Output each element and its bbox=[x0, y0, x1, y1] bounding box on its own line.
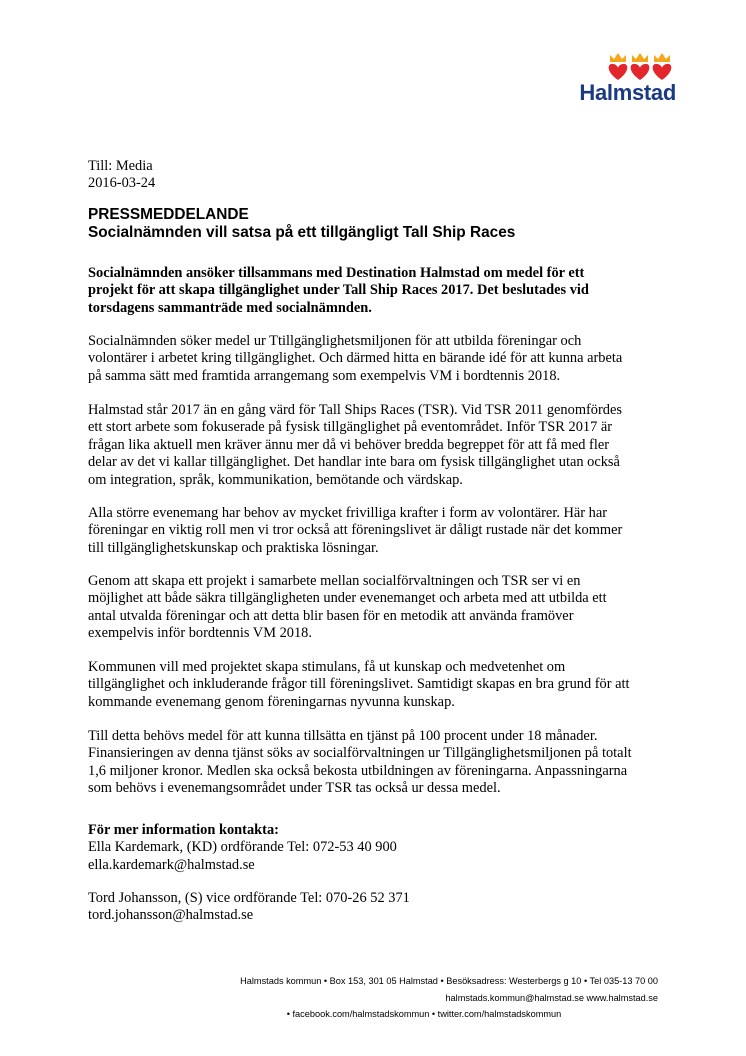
text-line: Alla större evenemang har behov av mycket frivilliga krafter i form av volontärer. Här har bbox=[88, 505, 608, 521]
footer-web[interactable]: halmstads.kommun@halmstad.se www.halmstad.se bbox=[445, 992, 658, 1003]
text-line: Kommunen vill med projektet skapa stimulans, få ut kunskap och medvetenhet om bbox=[88, 659, 566, 675]
heart-icon bbox=[609, 64, 628, 80]
text-line: föreningar en viktig roll men vi tror också att föreningslivet är dåligt rustade när det kommer bbox=[88, 522, 623, 539]
text-line: till tillgänglighetskunskap och praktiska lösningar. bbox=[88, 539, 379, 556]
text-line: på samma sätt med framtida arrangemang som exempelvis VM i bordtennis 2018. bbox=[88, 367, 561, 384]
logo-text: Halmstad bbox=[579, 80, 676, 105]
paragraph-3 bbox=[88, 505, 668, 557]
recipient: Till: Media bbox=[88, 158, 153, 174]
text-line: Genom att skapa ett projekt i samarbete mellan socialförvaltningen och TSR ser vi en bbox=[88, 573, 581, 589]
text-line: Finansieringen av denna tjänst söks av socialförvaltningen ur Tillgänglighetsmiljonen på totalt bbox=[88, 745, 632, 762]
contact-email-2[interactable]: tord.johansson@halmstad.se bbox=[88, 907, 254, 924]
text-line: delar av det vi kallar tillgänglighet. Det handlar inte bara om fysisk tillgänglighet utan också bbox=[88, 454, 620, 471]
press-label: PRESSMEDDELANDE bbox=[88, 206, 249, 223]
crown-icon bbox=[654, 53, 670, 62]
text-line: exempelvis inför bordtennis VM 2018. bbox=[88, 625, 312, 642]
crown-icon bbox=[610, 53, 626, 62]
text-line: tillgänglighet och inkluderande frågor till föreningslivet. Samtidigt skapas en bra grund för att bbox=[88, 676, 630, 693]
footer bbox=[150, 973, 658, 1023]
text-line: Till detta behövs medel för att kunna tillsätta en tjänst på 100 procent under 18 månader. bbox=[88, 728, 598, 744]
contact-person-2: Tord Johansson, (S) vice ordförande Tel: 070-26 52 371 bbox=[88, 890, 410, 906]
contact-block bbox=[88, 822, 668, 874]
text-line: om integration, språk, kommunikation, bemötande och värdskap. bbox=[88, 471, 463, 488]
contact-block-2 bbox=[88, 890, 668, 925]
text-line: frågan lika aktuell men kräver ännu mer då vi behöver bredda begreppet för att få med fler bbox=[88, 436, 610, 453]
text-line: 1,6 miljoner kronor. Medlen ska också bekosta utbildningen av föreningarna. Anpassningarna bbox=[88, 762, 628, 779]
heart-icon bbox=[631, 64, 650, 80]
text-line: ett stort arbete som fokuserade på fysisk tillgänglighet på eventområdet. Inför TSR 2017 är bbox=[88, 419, 613, 436]
text-line: möjlighet att både säkra tillgängligheten under evenemanget och arbeta med att utbilda ett bbox=[88, 590, 607, 607]
crown-hearts-icon bbox=[606, 52, 676, 82]
heart-icon bbox=[653, 64, 672, 80]
text-line: Socialnämnden söker medel ur Ttillgänglighetsmiljonen för att utbilda föreningar och bbox=[88, 333, 582, 349]
text-line: som behövs i evenemangsområdet under TSR tas också ur dessa medel. bbox=[88, 780, 501, 797]
headline: Socialnämnden vill satsa på ett tillgängligt Tall Ship Races bbox=[88, 224, 516, 241]
lead-paragraph bbox=[88, 265, 668, 317]
text-line: antal utvalda föreningar och att detta blir basen för en metodik att använda framöver bbox=[88, 607, 574, 624]
text-line: Halmstad står 2017 än en gång värd för Tall Ships Races (TSR). Vid TSR 2011 genomfördes bbox=[88, 402, 622, 418]
footer-address: Halmstads kommun • Box 153, 301 05 Halmstad • Besöksadress: Westerbergs g 10 • Tel 035-13 70 00 bbox=[240, 976, 658, 986]
paragraph-5 bbox=[88, 659, 668, 711]
lead-line: projekt för att skapa tillgänglighet under Tall Ship Races 2017. Det beslutades vid bbox=[88, 282, 589, 299]
text-line: kommande evenemang genom föreningarnas nyvunna kunskap. bbox=[88, 693, 455, 710]
contact-heading: För mer information kontakta: bbox=[88, 822, 279, 838]
crown-icon bbox=[632, 53, 648, 62]
paragraph-1 bbox=[88, 333, 668, 385]
halmstad-logo bbox=[566, 52, 676, 108]
paragraph-4 bbox=[88, 573, 668, 643]
lead-line: torsdagens sammanträde med socialnämnden. bbox=[88, 299, 372, 316]
date: 2016-03-24 bbox=[88, 175, 156, 192]
recipient-block bbox=[88, 158, 668, 193]
lead-line: Socialnämnden ansöker tillsammans med Destination Halmstad om medel för ett bbox=[88, 265, 585, 281]
text-line: volontärer i arbetet kring tillgänglighet. Och därmed hitta en bärande idé för att kunna arbeta bbox=[88, 350, 623, 367]
paragraph-6 bbox=[88, 728, 668, 798]
contact-person-1: Ella Kardemark, (KD) ordförande Tel: 072-53 40 900 bbox=[88, 839, 397, 856]
contact-email-1[interactable]: ella.kardemark@halmstad.se bbox=[88, 856, 255, 873]
footer-social[interactable]: • facebook.com/halmstadskommun • twitter.com/halmstadskommun bbox=[286, 1009, 562, 1019]
paragraph-2 bbox=[88, 402, 668, 489]
